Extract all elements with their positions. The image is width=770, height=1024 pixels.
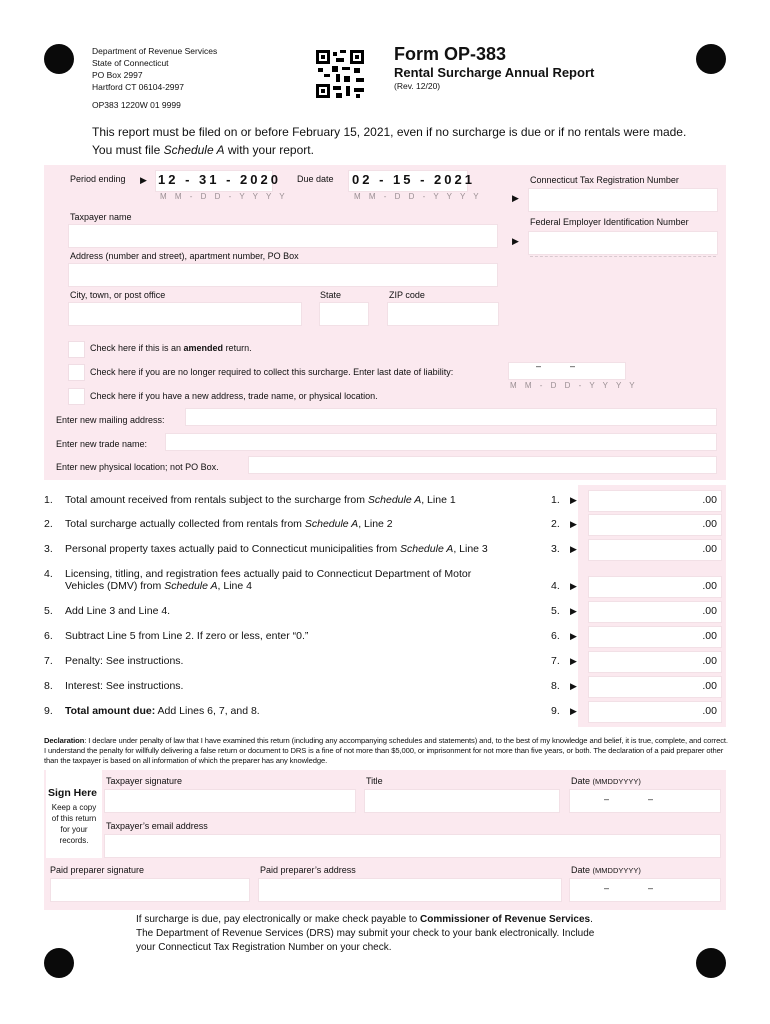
filing-notice: This report must be filed on or before February 15, 2021, even if no surcharge is due or if no rentals were made. [92, 125, 687, 139]
registration-mark [696, 948, 726, 978]
agency-state: State of Connecticut [92, 58, 169, 68]
amount-cents: .00 [702, 494, 717, 506]
keep-copy-line: for your [60, 825, 88, 834]
line-number: 5. [44, 605, 53, 617]
amended-label-post: return. [223, 343, 252, 353]
arrow-icon: ▶ [512, 236, 519, 246]
registration-mark [44, 948, 74, 978]
date-separator: – [604, 794, 610, 804]
ct-tax-reg-label: Connecticut Tax Registration Number [530, 175, 679, 185]
address-label: Address (number and street), apartment number, PO Box [70, 251, 299, 261]
ct-tax-reg-field[interactable] [528, 188, 718, 212]
line-number: 2. [44, 518, 53, 530]
line-6-amount[interactable] [588, 626, 722, 648]
payment-line-1 [136, 913, 594, 927]
agency-address [92, 45, 217, 93]
form-title: Form OP-383 [394, 44, 507, 64]
line-8-amount[interactable] [588, 676, 722, 698]
line-text-post: , Line 3 [453, 543, 488, 555]
line-number: 8. [44, 680, 53, 692]
arrow-icon: ▶ [570, 656, 577, 666]
no-longer-required-label: Check here if you are no longer required to collect this surcharge. Enter last date of liability: [90, 367, 454, 377]
keep-copy-line: Keep a copy [51, 803, 97, 812]
state-field[interactable] [319, 302, 369, 326]
schedule-notice-post: with your report. [224, 143, 314, 157]
fein-digit-guides [530, 256, 716, 257]
new-trade-field[interactable] [165, 433, 717, 451]
line-text [65, 518, 393, 530]
line-text-em: Schedule A [400, 543, 454, 555]
liability-date-field[interactable] [508, 362, 626, 380]
arrow-icon: ▶ [140, 175, 147, 185]
payment-line-2: The Department of Revenue Services (DRS) may submit your check to your bank electronically. Include [136, 928, 595, 939]
fein-field[interactable] [528, 231, 718, 255]
line-number: 6. [44, 630, 53, 642]
city-label: City, town, or post office [70, 290, 166, 300]
title-label: Title [366, 776, 383, 786]
amount-cents: .00 [702, 605, 717, 617]
preparer-signature-label: Paid preparer signature [50, 865, 145, 875]
line-text: Subtract Line 5 from Line 2. If zero or less, enter “0.” [65, 630, 309, 642]
taxpayer-name-label: Taxpayer name [70, 212, 132, 222]
amount-cents: .00 [702, 543, 717, 555]
arrow-icon: ▶ [570, 495, 577, 505]
new-physical-label: Enter new physical location; not PO Box. [56, 462, 219, 472]
agency-name: Department of Revenue Services [92, 46, 218, 56]
amended-checkbox[interactable] [68, 341, 85, 358]
line-number: 4. [44, 568, 53, 580]
line-text-em: Schedule A [164, 580, 218, 592]
new-trade-label: Enter new trade name: [56, 439, 148, 449]
arrow-icon: ▶ [570, 706, 577, 716]
line-text [65, 705, 260, 717]
arrow-icon: ▶ [570, 606, 577, 616]
qr-code-icon [316, 50, 364, 98]
city-field[interactable] [68, 302, 302, 326]
line-text: Licensing, titling, and registration fees actually paid to Connecticut Department of Motor [65, 568, 472, 580]
declaration-text: : I declare under penalty of law that I have examined this return (including any accompanying schedules and statements) and, to the best of my knowledge and belief, it is true, complete, and correct. I understand the penalty for willfully delivering a false return or document to DRS is a fine of not more than $5,000, or imprisonment for not more than five years, or both. The declaration of a paid preparer other than the taxpayer is based on all information of which the preparer has any knowledge. [44, 736, 728, 765]
line-ref: 2. [551, 518, 560, 530]
date-separator: – [648, 883, 654, 893]
period-ending-value: 12 - 31 - 2020 [158, 172, 281, 187]
line-number: 7. [44, 655, 53, 667]
payment-line-1-pre: If surcharge is due, pay electronically or make check payable to [136, 914, 421, 925]
form-code: OP383 1220W 01 9999 [92, 100, 181, 110]
amount-cents: .00 [702, 705, 717, 717]
registration-mark [44, 44, 74, 74]
line-text-pre: Add Lines 6, 7, and 8. [155, 705, 260, 717]
payment-line-1-post: . [590, 914, 593, 925]
line-number: 9. [44, 705, 53, 717]
sign-here-title: Sign Here [48, 787, 98, 799]
line-text-bold: Total amount due: [65, 705, 156, 717]
form-revision: (Rev. 12/20) [394, 81, 441, 91]
line-text: Interest: See instructions. [65, 680, 184, 692]
line-3-amount[interactable] [588, 539, 722, 561]
date-separator: – [570, 361, 576, 371]
date-label-text: Date [571, 776, 591, 786]
line-text-pre: Total surcharge actually collected from rentals from [65, 518, 305, 530]
amount-cents: .00 [702, 655, 717, 667]
line-5-amount[interactable] [588, 601, 722, 623]
agency-city-zip: Hartford CT 06104-2997 [92, 82, 184, 92]
period-ending-label: Period ending [70, 174, 126, 184]
arrow-icon: ▶ [570, 544, 577, 554]
keep-copy-line: of this return [51, 814, 97, 823]
amount-cents: .00 [702, 518, 717, 530]
line-ref: 6. [551, 630, 560, 642]
schedule-notice-em: Schedule A [163, 143, 225, 157]
taxpayer-name-field[interactable] [68, 224, 498, 248]
keep-copy-line: records. [59, 836, 89, 845]
line-ref: 5. [551, 605, 560, 617]
fein-label: Federal Employer Identification Number [530, 217, 689, 227]
declaration-title: Declaration [44, 736, 85, 745]
line-text-post: , Line 2 [358, 518, 393, 530]
taxpayer-signature-label: Taxpayer signature [106, 776, 183, 786]
line-ref: 8. [551, 680, 560, 692]
date-label-text: Date [571, 865, 591, 875]
no-longer-required-checkbox[interactable] [68, 364, 85, 381]
amended-label-bold: amended [183, 343, 224, 353]
line-2-amount[interactable] [588, 514, 722, 536]
preparer-address-label: Paid preparer’s address [260, 865, 356, 875]
due-date-value: 02 - 15 - 2021 [352, 172, 475, 187]
line-text: Add Line 3 and Line 4. [65, 605, 171, 617]
state-label: State [320, 290, 342, 300]
amount-cents: .00 [702, 580, 717, 592]
payee-name: Commissioner of Revenue Services [420, 914, 591, 925]
schedule-notice [92, 143, 314, 157]
line-ref: 4. [551, 580, 560, 592]
line-text-pre: Total amount received from rentals subject to the surcharge from [65, 494, 368, 506]
taxpayer-date-field[interactable] [569, 789, 721, 813]
line-ref: 7. [551, 655, 560, 667]
line-text-post: , Line 4 [217, 580, 252, 592]
date-separator: – [536, 361, 542, 371]
new-mailing-label: Enter new mailing address: [56, 415, 165, 425]
liability-date-format: M M - D D - Y Y Y Y [510, 381, 638, 390]
line-number: 3. [44, 543, 53, 555]
line-text-post: , Line 1 [421, 494, 456, 506]
zip-label: ZIP code [389, 290, 425, 300]
zip-field[interactable] [387, 302, 499, 326]
schedule-notice-pre: You must file [92, 143, 164, 157]
preparer-date-label [571, 865, 641, 875]
new-mailing-field[interactable] [185, 408, 717, 426]
line-7-amount[interactable] [588, 651, 722, 673]
email-field[interactable] [104, 834, 721, 858]
amended-label-pre: Check here if this is an [90, 343, 184, 353]
line-text-em: Schedule A [304, 518, 359, 530]
line-9-amount[interactable] [588, 701, 722, 723]
registration-mark [696, 44, 726, 74]
date-format: (MMDDYYYY) [592, 866, 641, 875]
agency-po-box: PO Box 2997 [92, 70, 143, 80]
line-ref: 1. [551, 494, 560, 506]
line-number: 1. [44, 494, 53, 506]
arrow-icon: ▶ [570, 581, 577, 591]
new-address-label: Check here if you have a new address, trade name, or physical location. [90, 391, 378, 401]
line-text-pre: Vehicles (DMV) from [65, 580, 165, 592]
amount-cents: .00 [702, 630, 717, 642]
arrow-icon: ▶ [512, 193, 519, 203]
preparer-signature-field[interactable] [50, 878, 250, 902]
line-text-pre: Personal property taxes actually paid to Connecticut municipalities from [65, 543, 400, 555]
line-4-amount[interactable] [588, 576, 722, 598]
line-1-amount[interactable] [588, 490, 722, 512]
arrow-icon: ▶ [570, 519, 577, 529]
title-field[interactable] [364, 789, 560, 813]
date-separator: – [604, 883, 610, 893]
payment-line-3: your Connecticut Tax Registration Number on your check. [136, 942, 392, 953]
amount-cents: .00 [702, 680, 717, 692]
form-subtitle: Rental Surcharge Annual Report [394, 65, 595, 80]
line-text: Penalty: See instructions. [65, 655, 184, 667]
line-ref: 9. [551, 705, 560, 717]
preparer-address-field[interactable] [258, 878, 562, 902]
declaration [44, 736, 728, 766]
email-label: Taxpayer’s email address [106, 821, 208, 831]
period-ending-format: M M - D D - Y Y Y Y [160, 192, 288, 201]
keep-copy-note [46, 802, 102, 846]
line-text [65, 494, 456, 506]
new-physical-field[interactable] [248, 456, 717, 474]
line-text [65, 543, 488, 555]
date-label [571, 776, 641, 786]
amended-label [90, 343, 252, 353]
line-ref: 3. [551, 543, 560, 555]
line-text-em: Schedule A [367, 494, 422, 506]
due-date-label: Due date [297, 174, 334, 184]
preparer-date-field[interactable] [569, 878, 721, 902]
arrow-icon: ▶ [570, 631, 577, 641]
due-date-format: M M - D D - Y Y Y Y [354, 192, 482, 201]
line-text-cont [65, 580, 252, 592]
new-address-checkbox[interactable] [68, 388, 85, 405]
address-field[interactable] [68, 263, 498, 287]
payment-instructions [136, 913, 594, 955]
taxpayer-signature-field[interactable] [104, 789, 356, 813]
date-format: (MMDDYYYY) [592, 777, 641, 786]
date-separator: – [648, 794, 654, 804]
arrow-icon: ▶ [570, 681, 577, 691]
